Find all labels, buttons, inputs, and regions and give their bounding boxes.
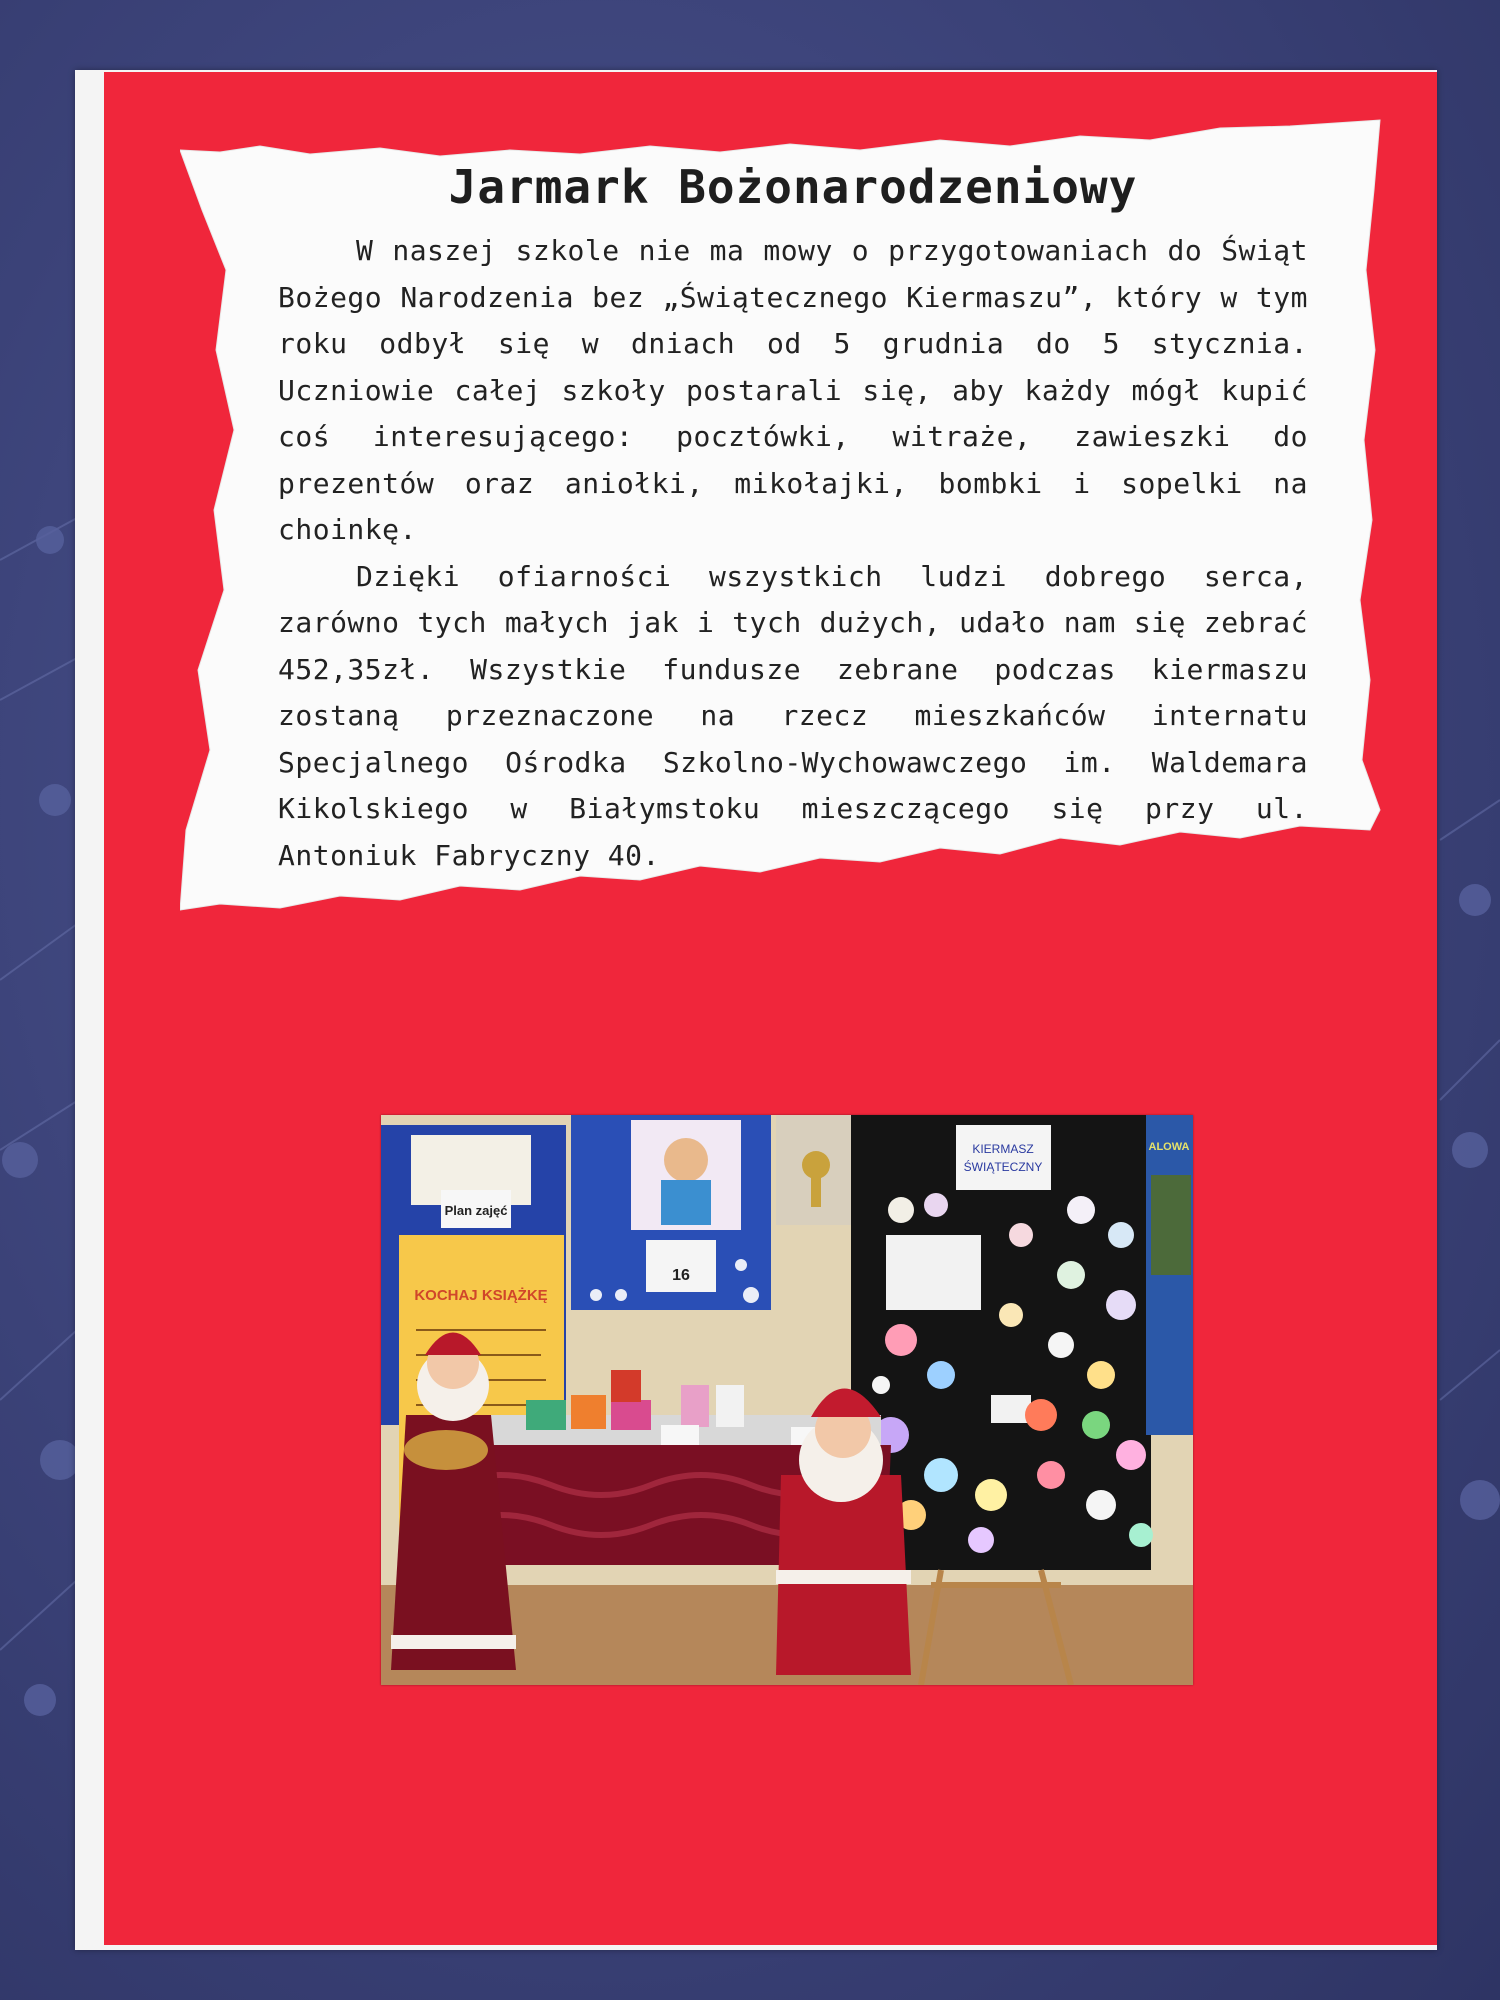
poster-headline: KOCHAJ KSIĄŻKĘ <box>414 1287 548 1304</box>
fair-photo <box>381 1115 1193 1685</box>
sign-line-2: ŚWIĄTECZNY <box>963 1160 1043 1174</box>
calendar <box>646 1240 716 1292</box>
article-paragraph-1: W naszej szkole nie ma mowy o przygotowaniach do Świąt Bożego Narodzenia bez „Świątecznego Kiermaszu”, który w tym roku odbył się w dniach od 5 grudnia do 5 stycznia. Uczniowie całej szkoły postarali się, aby każdy mógł kupić coś interesującego: pocztówki, witraże, zawieszki do prezentów oraz aniołki, mikołajki, bombki i sopelki na choinkę. <box>278 234 1308 546</box>
banner-fragment: ALOWA <box>1148 1141 1190 1153</box>
article <box>278 160 1308 879</box>
article-paragraph-2: Dzięki ofiarności wszystkich ludzi dobrego serca, zarówno tych małych jak i tych dużych, udało nam się zebrać 452,35zł. Wszystkie fundusze zebrane podczas kiermaszu zostaną przeznaczone na rzecz mieszkańców internatu Specjalnego Ośrodka Szkolno-Wychowawczego im. Waldemara Kikolskiego w Białymstoku mieszczącego się przy ul. Antoniuk Fabryczny 40. <box>278 559 1308 872</box>
sign-line-1: KIERMASZ <box>972 1142 1034 1156</box>
calendar-number: 16 <box>672 1267 690 1284</box>
article-title: Jarmark Bożonarodzeniowy <box>448 160 1138 214</box>
plan-label: Plan zajęć <box>444 1203 508 1218</box>
kiermasz-sign <box>956 1125 1051 1190</box>
